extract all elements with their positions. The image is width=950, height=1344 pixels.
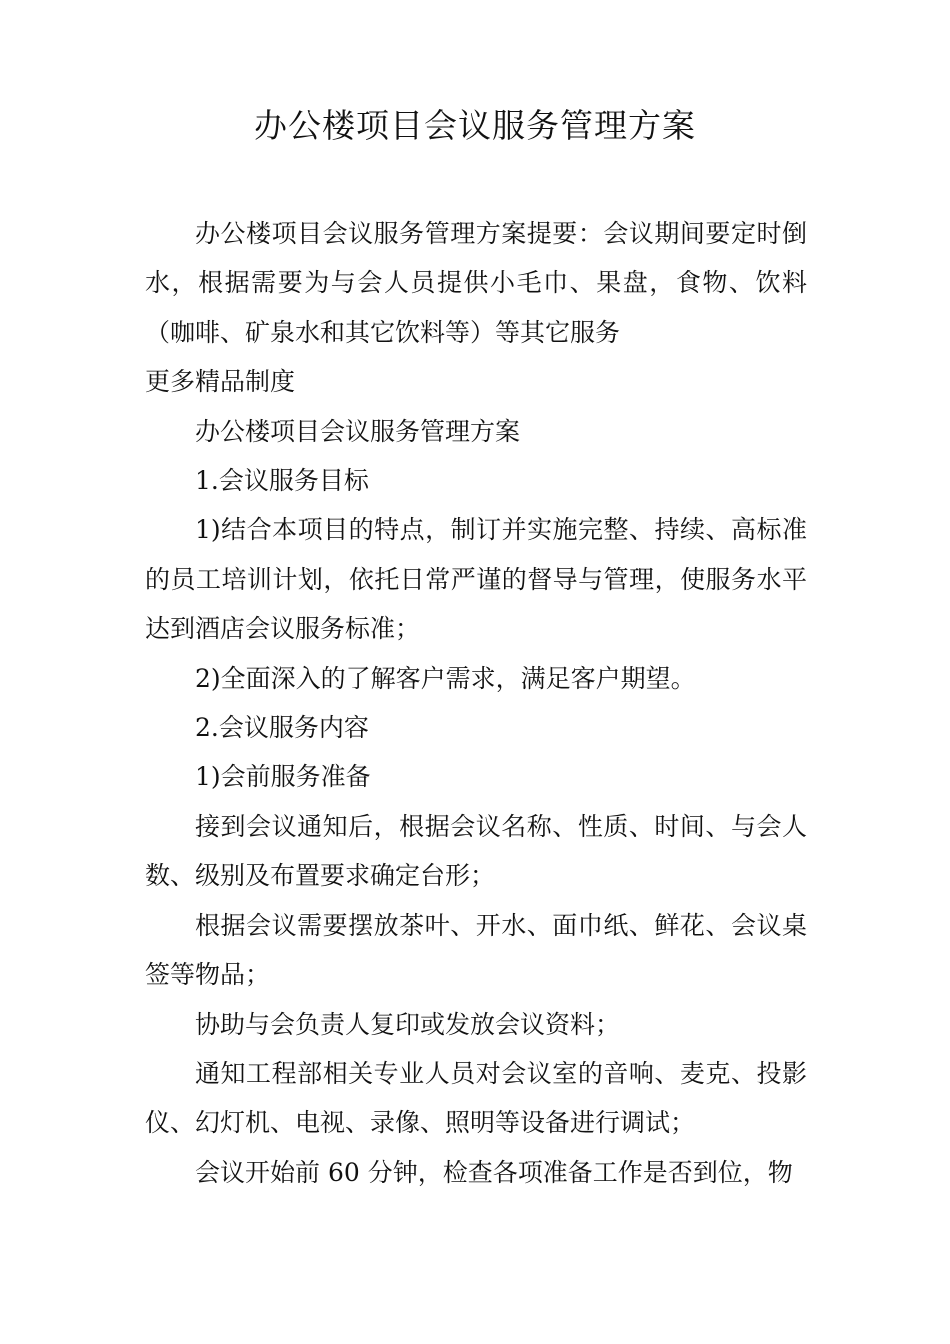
section-title: 办公楼项目会议服务管理方案 [195, 416, 521, 446]
prep-item-equipment: 通知工程部相关专业人员对会议室的音响、麦克、投影仪、幻灯机、电视、录像、照明等设备进行调试； [145, 1058, 807, 1138]
prep-item-check: 会议开始前 60 分钟，检查各项准备工作是否到位，物 [195, 1157, 793, 1187]
prep-item-supplies: 根据会议需要摆放茶叶、开水、面巾纸、鲜花、会议桌签等物品； [145, 910, 807, 990]
document-title: 办公楼项目会议服务管理方案 [254, 106, 696, 145]
more-link-text: 更多精品制度 [145, 367, 296, 397]
prep-item-layout: 接到会议通知后，根据会议名称、性质、时间、与会人数、级别及布置要求确定台形； [145, 811, 807, 891]
goal-item-2: 2)全面深入的了解客户需求，满足客户期望。 [195, 663, 696, 693]
heading-goals: 1.会议服务目标 [195, 466, 369, 496]
document-body [145, 209, 807, 1197]
prep-item-materials: 协助与会负责人复印或发放会议资料； [195, 1009, 621, 1039]
heading-content: 2.会议服务内容 [195, 713, 369, 743]
goal-item-1: 1)结合本项目的特点，制订并实施完整、持续、高标准的员工培训计划，依托日常严谨的督导与管理，使服务水平达到酒店会议服务标准； [145, 515, 807, 644]
summary-paragraph: 办公楼项目会议服务管理方案提要：会议期间要定时倒水，根据需要为与会人员提供小毛巾、果盘，食物、饮料（咖啡、矿泉水和其它饮料等）等其它服务 [145, 219, 807, 347]
subheading-preparation: 1)会前服务准备 [195, 762, 371, 792]
